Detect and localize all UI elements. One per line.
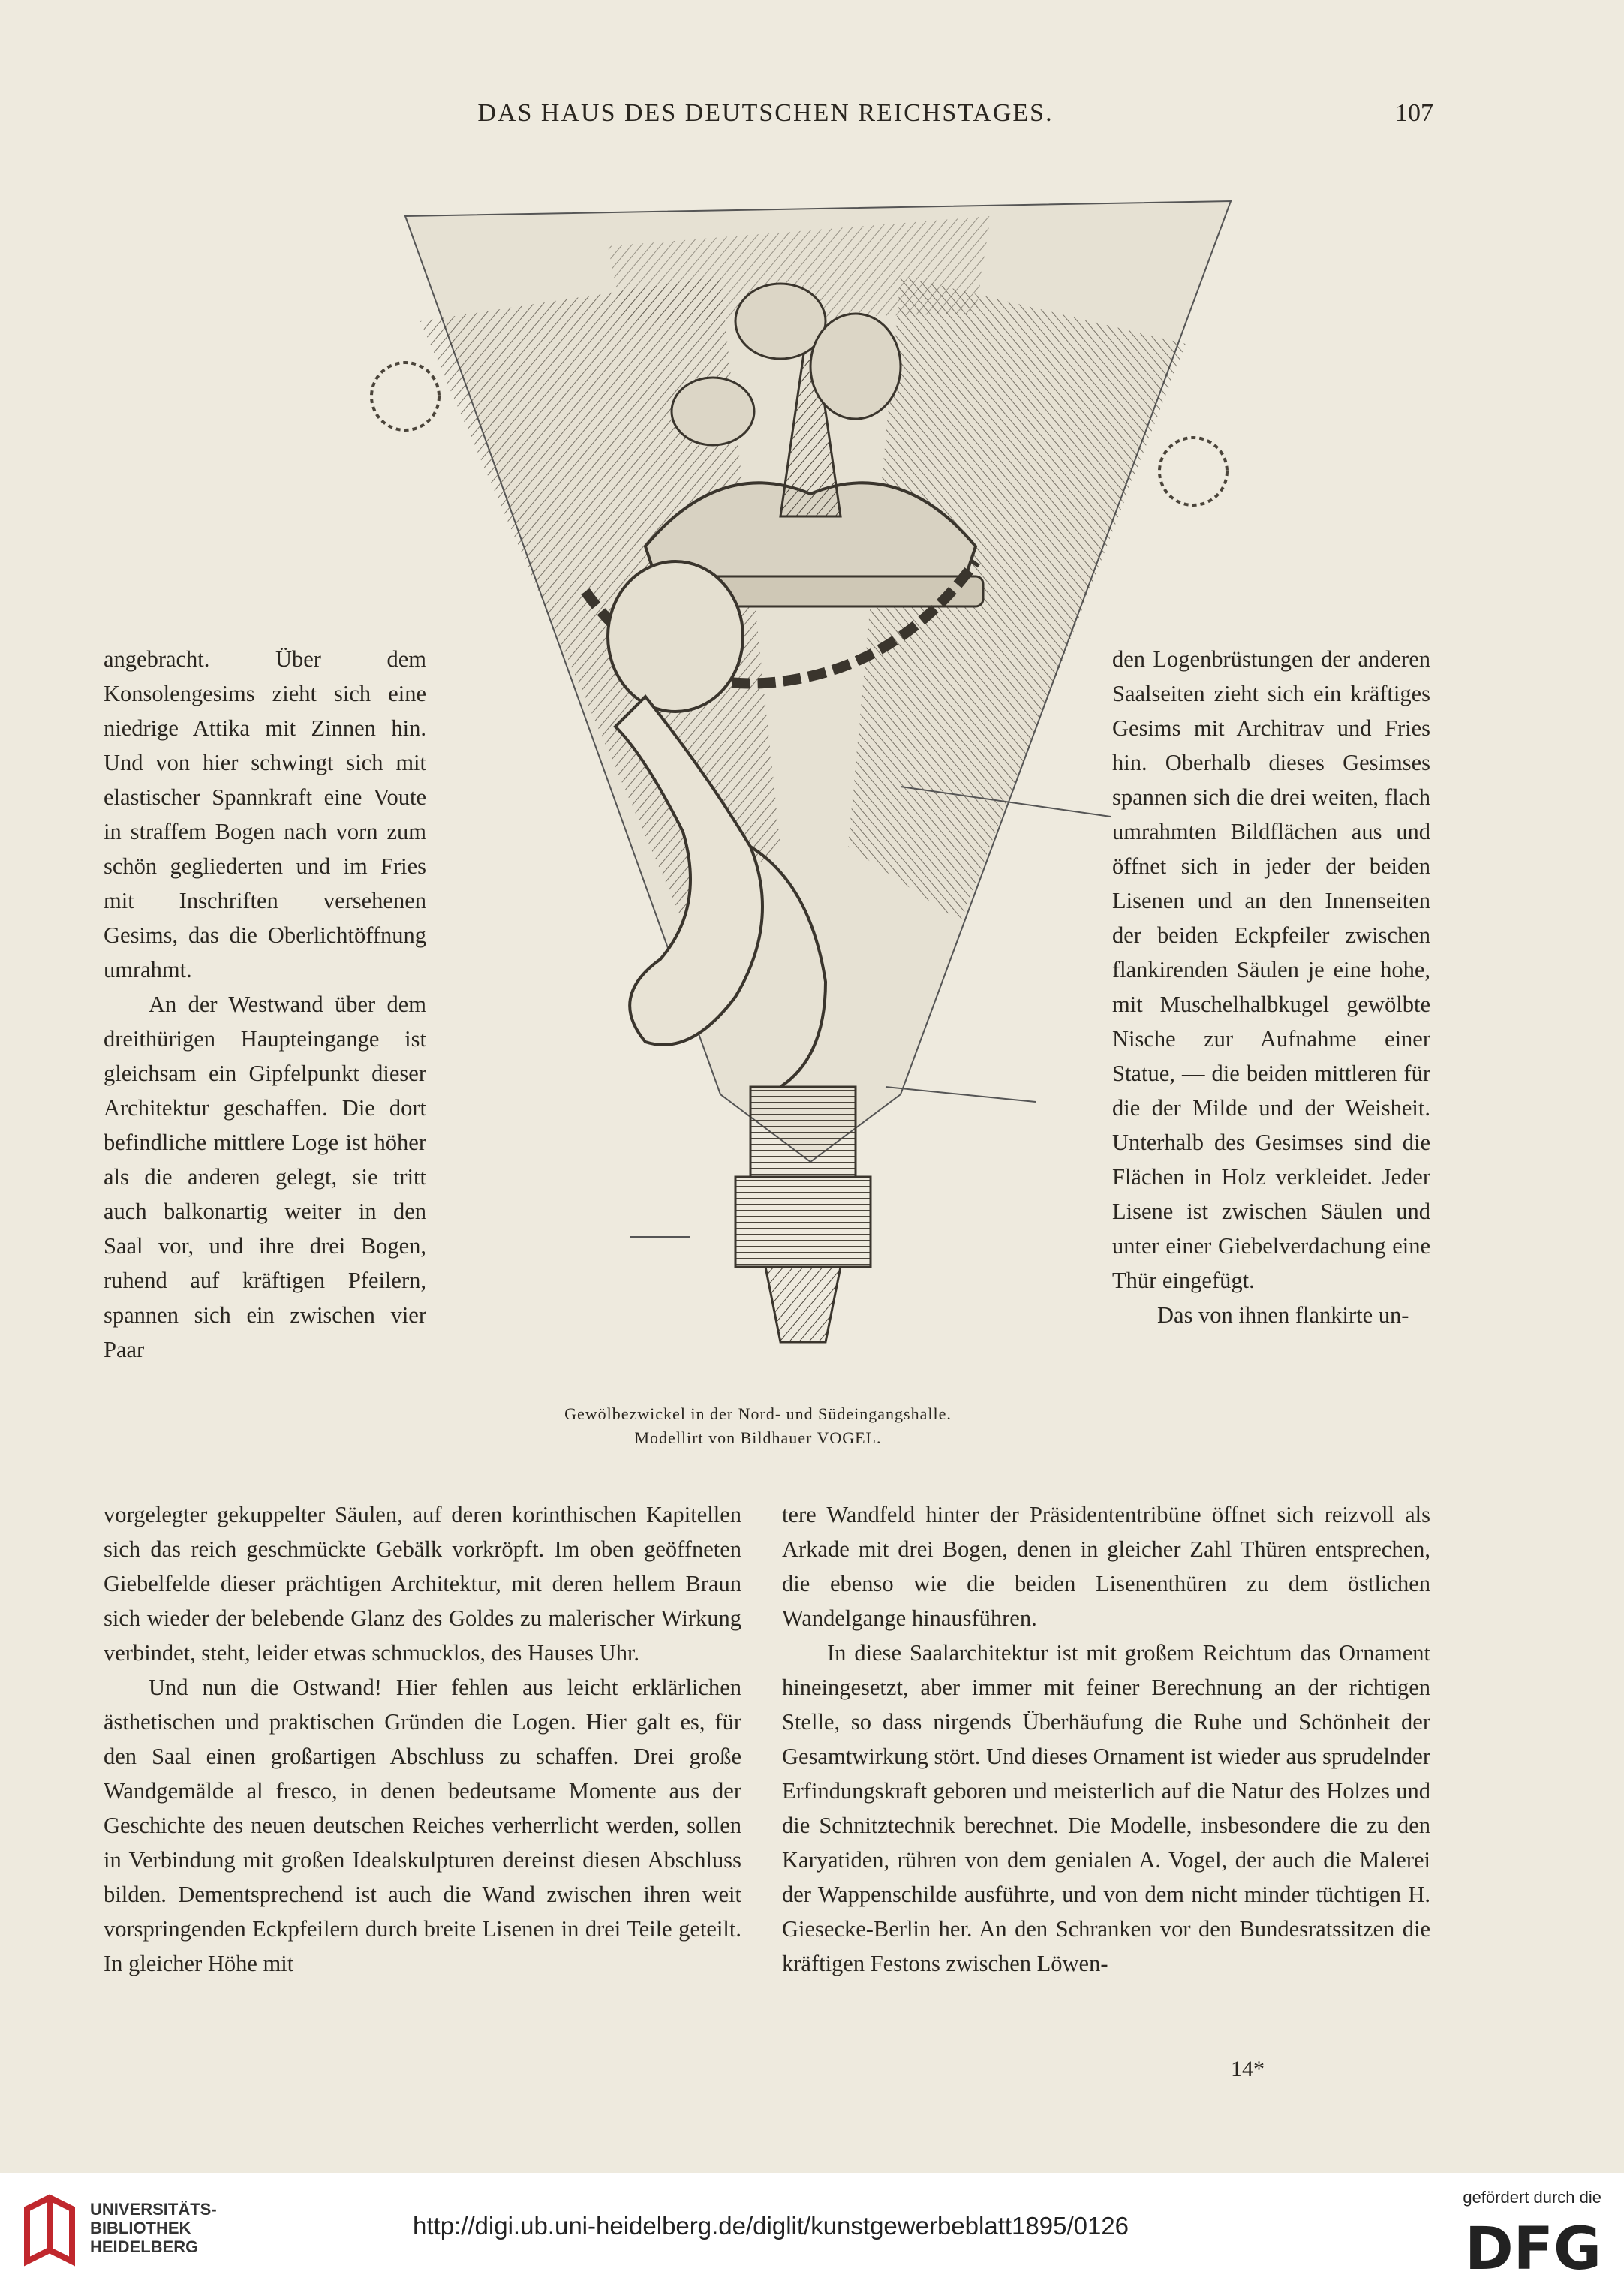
caption-line-2: Modellirt von Bildhauer VOGEL. [634,1428,882,1447]
printer-signature: 14* [1231,2057,1265,2081]
digitization-footer [0,2173,1624,2290]
funding-label: gefördert durch die [1463,2188,1601,2207]
paragraph: In diese Saalarchitektur ist mit großem Reichtum das Ornament hineingesetzt, aber immer mit feiner Berechnung an der richtigen Stelle, so dass nirgends Überhäufung die Ruhe und Schönheit der Gesamtwirkung stört. Und dieses Ornament ist wieder aus sprudelnder Erfindungskraft geboren und meisterlich auf die Natur des Holzes und die Schnitztechnik berechnet. Die Modelle, insbesondere die zu den Karyatiden, rühren von dem genialen A. Vogel, der auch die Malerei der Wappenschilde ausführte, und von dem nicht minder tüchtigen H. Giesecke-Berlin her. An den Schranken vor den Bundesratssitzen die kräftigen Festons zwischen Löwen- [782,1640,1430,1976]
right-rosette [1159,438,1227,505]
paragraph: An der Westwand über dem dreithürigen Haupteingange ist gleichsam ein Gipfelpunkt dieser Architektur geschaffen. Die dort befindliche mittlere Loge ist höher als die anderen gelegt, sie tritt auch balkonartig weiter in den Saal vor, und ihre drei Bogen, ruhend auf kräftigen Pfeilern, spannen sich ein zwischen vier Paar [104,992,426,1362]
right-column [1112,642,1430,1332]
source-url-link[interactable]: http://digi.ub.uni-heidelberg.de/diglit/kunstgewerbeblatt1895/0126 [413,2212,1129,2240]
paragraph: Das von ihnen flankirte un- [1157,1302,1409,1328]
page-header [98,99,1433,137]
paragraph: den Logenbrüstungen der anderen Saalseiten zieht sich ein kräftiges Gesims mit Architrav und Fries hin. Oberhalb dieses Gesimses spannen sich die drei weiten, flach umrahmten Bildflächen aus und öffnet sich in jeder der beiden Lisenen und an den Innenseiten der beiden Eckpfeiler zwischen flankirenden Säulen je eine hohe, mit Muschelhalbkugel gewölbte Nische zur Aufnahme einer Statue, — die beiden mittleren für die der Milde und der Weisheit. Unterhalb des Gesimses sind die Flächen in Holz verkleidet. Jeder Lisene ist zwischen Säulen und unter einer Giebelverdachung eine Thür eingefügt. [1112,646,1430,1293]
left-rosette [371,363,439,430]
paragraph: tere Wandfeld hinter der Präsidententribüne öffnet sich reizvoll als Arkade mit drei Bogen, denen in gleicher Zahl Thüren entsprechen, die ebenso wie die beiden Lisenenthüren zu dem östlichen Wandelgange hinausführen. [782,1502,1430,1631]
dfg-logo-icon [1451,2216,1601,2276]
paragraph: vorgelegter gekuppelter Säulen, auf deren korinthischen Kapitellen sich das reich geschmückte Gebälk vorkröpft. Im oben geöffneten Giebelfelde dieser prächtigen Architektur, mit deren hellem Braun sich wieder der belebende Glanz des Goldes zu malerischer Wirkung verbindet, steht, leider etwas schmucklos, des Hauses Uhr. [104,1502,741,1666]
dfg-logo-text: DFG [1464,2216,1601,2276]
paragraph: angebracht. Über dem Konsolengesims zieht sich eine niedrige Attika mit Zinnen hin. Und von hier schwingt sich mit elastischer Spannkraft eine Voute in straffem Bogen nach vorn zum schön gegliederten und im Fries mit Inschriften versehenen Gesims, das die Oberlichtöffnung umrahmt. [104,646,426,983]
university-library-logo-icon [20,2194,80,2269]
corbel [735,1087,871,1342]
bottom-right-column [782,1497,1430,1981]
running-title: DAS HAUS DES DEUTSCHEN REICHSTAGES. [477,99,1054,127]
bottom-left-column [104,1497,741,1981]
figure-caption [480,1402,1036,1450]
left-column [104,642,426,1367]
page-number: 107 [1395,99,1433,127]
caption-line-1: Gewölbezwickel in der Nord- und Südeingangshalle. [564,1404,952,1423]
paragraph: Und nun die Ostwand! Hier fehlen aus leicht erklärlichen ästhetischen und praktischen Gründen die Logen. Hier galt es, für den Saal einen großartigen Abschluss zu schaffen. Drei große Wandgemälde al fresco, in denen bedeutsame Momente aus der Geschichte des neuen deutschen Reiches verherrlicht werden, sollen in Verbindung mit großen Idealskulpturen dereinst diesen Abschluss bilden. Dementsprechend ist auch die Wand zwischen ihren weit vorspringenden Eckpfeilern durch breite Lisenen in drei Teile geteilt. In gleicher Höhe mit [104,1675,741,1976]
library-name: UNIVERSITÄTS- BIBLIOTHEK HEIDELBERG [90,2200,217,2256]
